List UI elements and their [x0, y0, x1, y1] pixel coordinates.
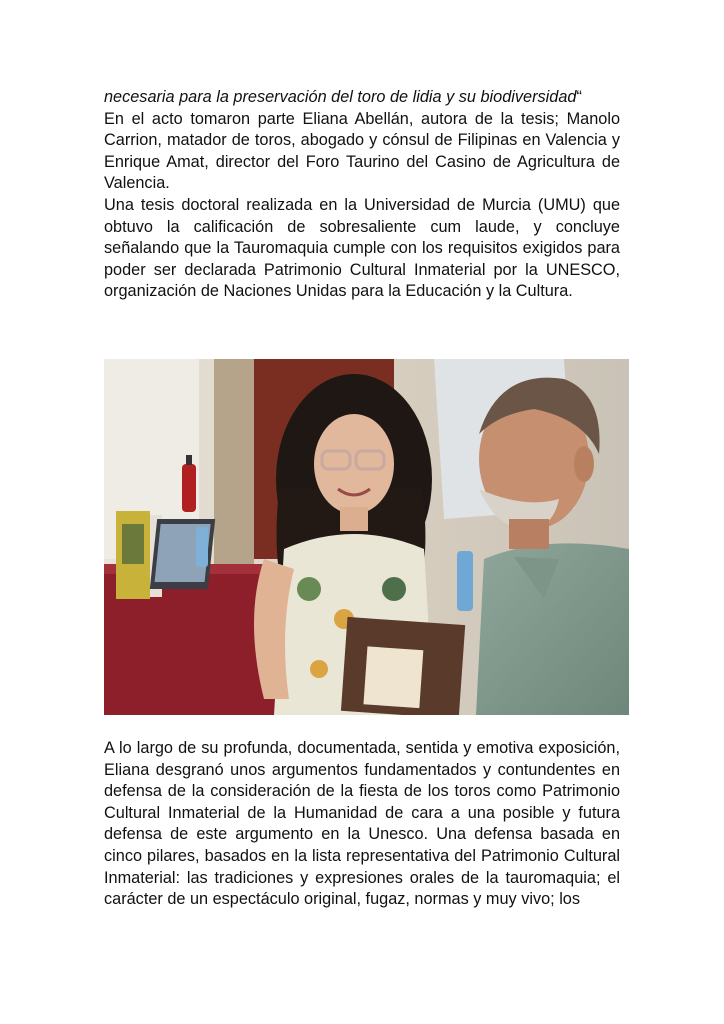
thesis-paragraph: Una tesis doctoral realizada en la Universidad de Murcia (UMU) que obtuvo la calificación de sobresaliente cum laude, y concluye señalando que la Tauromaquia cumple con los requisitos exigidos para poder ser declarada Patrimonio Cultural Inmaterial por la UNESCO, organización de Naciones Unidas para la Educación y la Cultura.: [104, 195, 620, 301]
argument-paragraph: A lo largo de su profunda, documentada, sentida y emotiva exposición, Eliana desgranó unos argumentos fundamentados y contundentes en defensa de la consideración de la fiesta de los toros como Patrimonio Cultural Inmaterial de la Humanidad de cara a una posible y futura defensa de este argumento en la Unesco. Una defensa basada en cinco pilares, basados en la lista representativa del Patrimonio Cultural Inmaterial: las tradiciones y expresiones orales de la tauromaquia; el carácter de un espectáculo original, fugaz, normas y muy vivo; los: [104, 739, 620, 909]
top-text-block: [104, 87, 620, 303]
event-photo: [104, 359, 629, 715]
bottom-text-block: [104, 738, 620, 911]
quote-text: necesaria para la preservación del toro de lidia y su biodiversidad: [104, 88, 577, 106]
closing-quote: “: [576, 88, 582, 106]
participants-paragraph: En el acto tomaron parte Eliana Abellán, autora de la tesis; Manolo Carrion, matador de toros, abogado y cónsul de Filipinas en Valencia y Enrique Amat, director del Foro Taurino del Casino de Agricultura de Valencia.: [104, 109, 620, 193]
quote-paragraph: [104, 87, 620, 109]
